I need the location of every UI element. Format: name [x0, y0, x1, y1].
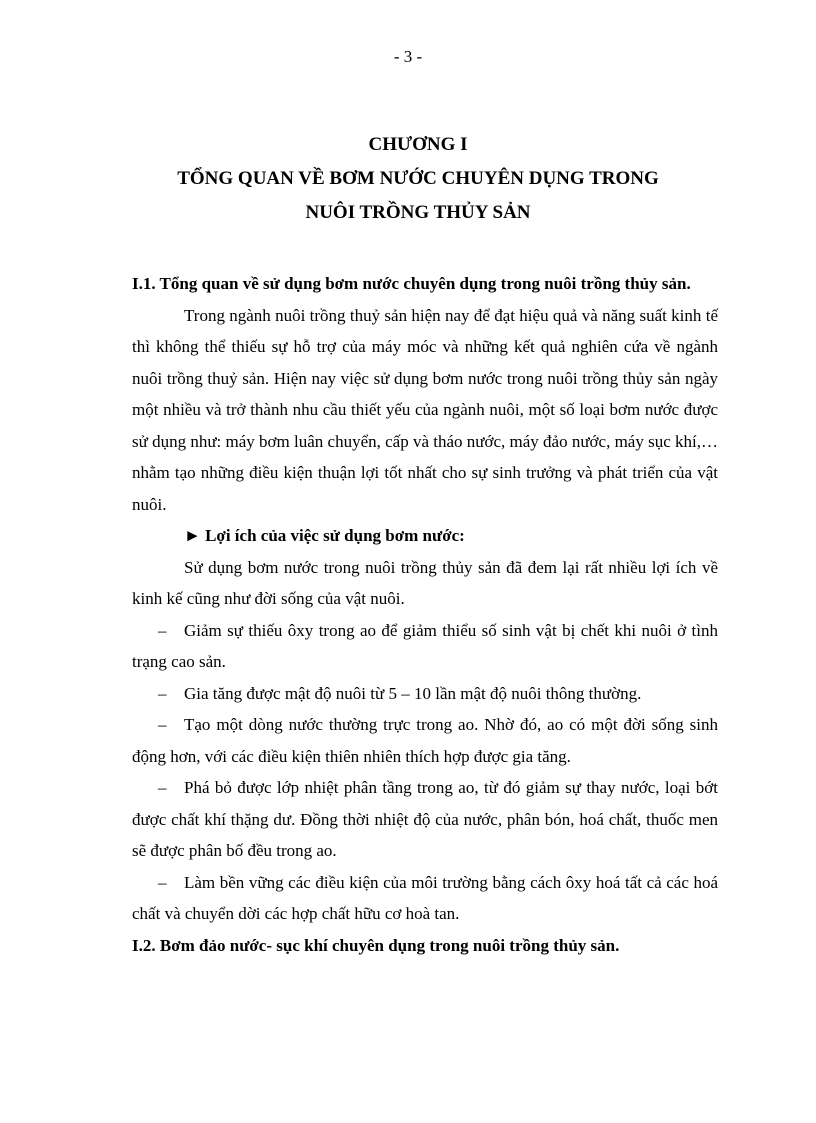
benefit-text: Tạo một dòng nước thường trực trong ao. Nhờ đó, ao có một đời sống sinh động hơn, với các điều kiện thiên nhiên thích hợp được gia tăng. [132, 715, 718, 766]
benefit-item [132, 709, 718, 772]
section-1-paragraph: Trong ngành nuôi trồng thuỷ sản hiện nay để đạt hiệu quả và năng suất kinh tế thì không thể thiếu sự hỗ trợ của máy móc và những kết quả nghiên cứa về ngành nuôi trồng thuỷ sản. Hiện nay việc sử dụng bơm nước trong nuôi trồng thủy sản ngày một nhiều và trở thành nhu cầu thiết yếu của ngành nuôi, một số loại bơm nước được sử dụng như: máy bơm luân chuyển, cấp và tháo nước, máy đảo nước, máy sục khí,… nhằm tạo những điều kiện thuận lợi tốt nhất cho sự sinh trưởng và phát triển của vật nuôi. [132, 305, 718, 514]
benefit-text: Gia tăng được mật độ nuôi từ 5 – 10 lần mật độ nuôi thông thường. [184, 683, 642, 703]
page-number: - 3 - [393, 47, 423, 66]
bullet-dash: – [158, 778, 167, 797]
chapter-heading [100, 128, 736, 230]
benefit-item [132, 772, 718, 867]
body-text [132, 268, 718, 961]
benefit-item [132, 615, 718, 678]
benefit-text: Làm bền vững các điều kiện của môi trường bằng cách ôxy hoá tất cả các hoá chất và chuyển dời các hợp chất hữu cơ hoà tan. [132, 872, 718, 923]
benefit-item [132, 678, 718, 710]
bullet-dash: – [158, 715, 167, 734]
bullet-dash: – [158, 872, 167, 892]
benefit-item [132, 867, 718, 930]
benefits-intro: Sử dụng bơm nước trong nuôi trồng thủy sản đã đem lại rất nhiều lợi ích về kinh kế cũng như đời sống của vật nuôi. [132, 557, 718, 608]
chapter-label: CHƯƠNG I [368, 134, 468, 155]
bullet-dash: – [158, 620, 167, 640]
chapter-title-line-1: TỔNG QUAN VỀ BƠM NƯỚC CHUYÊN DỤNG TRONG [177, 168, 659, 189]
section-2-title: I.2. Bơm đảo nước- sục khí chuyên dụng trong nuôi trồng thủy sản. [132, 935, 620, 955]
benefit-text: Giảm sự thiếu ôxy trong ao để giảm thiểu số sinh vật bị chết khi nuôi ở tình trạng cao sản. [132, 620, 718, 671]
chapter-title-line-2: NUÔI TRỒNG THỦY SẢN [305, 202, 531, 223]
bullet-dash: – [158, 683, 167, 703]
benefit-text: Phá bỏ được lớp nhiệt phân tầng trong ao, từ đó giảm sự thay nước, loại bớt được chất khí thặng dư. Đồng thời nhiệt độ của nước, phân bón, hoá chất, thuốc men sẽ được phân bố đều trong ao. [132, 778, 718, 860]
benefits-heading: ► Lợi ích của việc sử dụng bơm nước: [184, 526, 465, 545]
section-1-title: I.1. Tổng quan về sử dụng bơm nước chuyên dụng trong nuôi trồng thủy sản. [132, 274, 691, 293]
